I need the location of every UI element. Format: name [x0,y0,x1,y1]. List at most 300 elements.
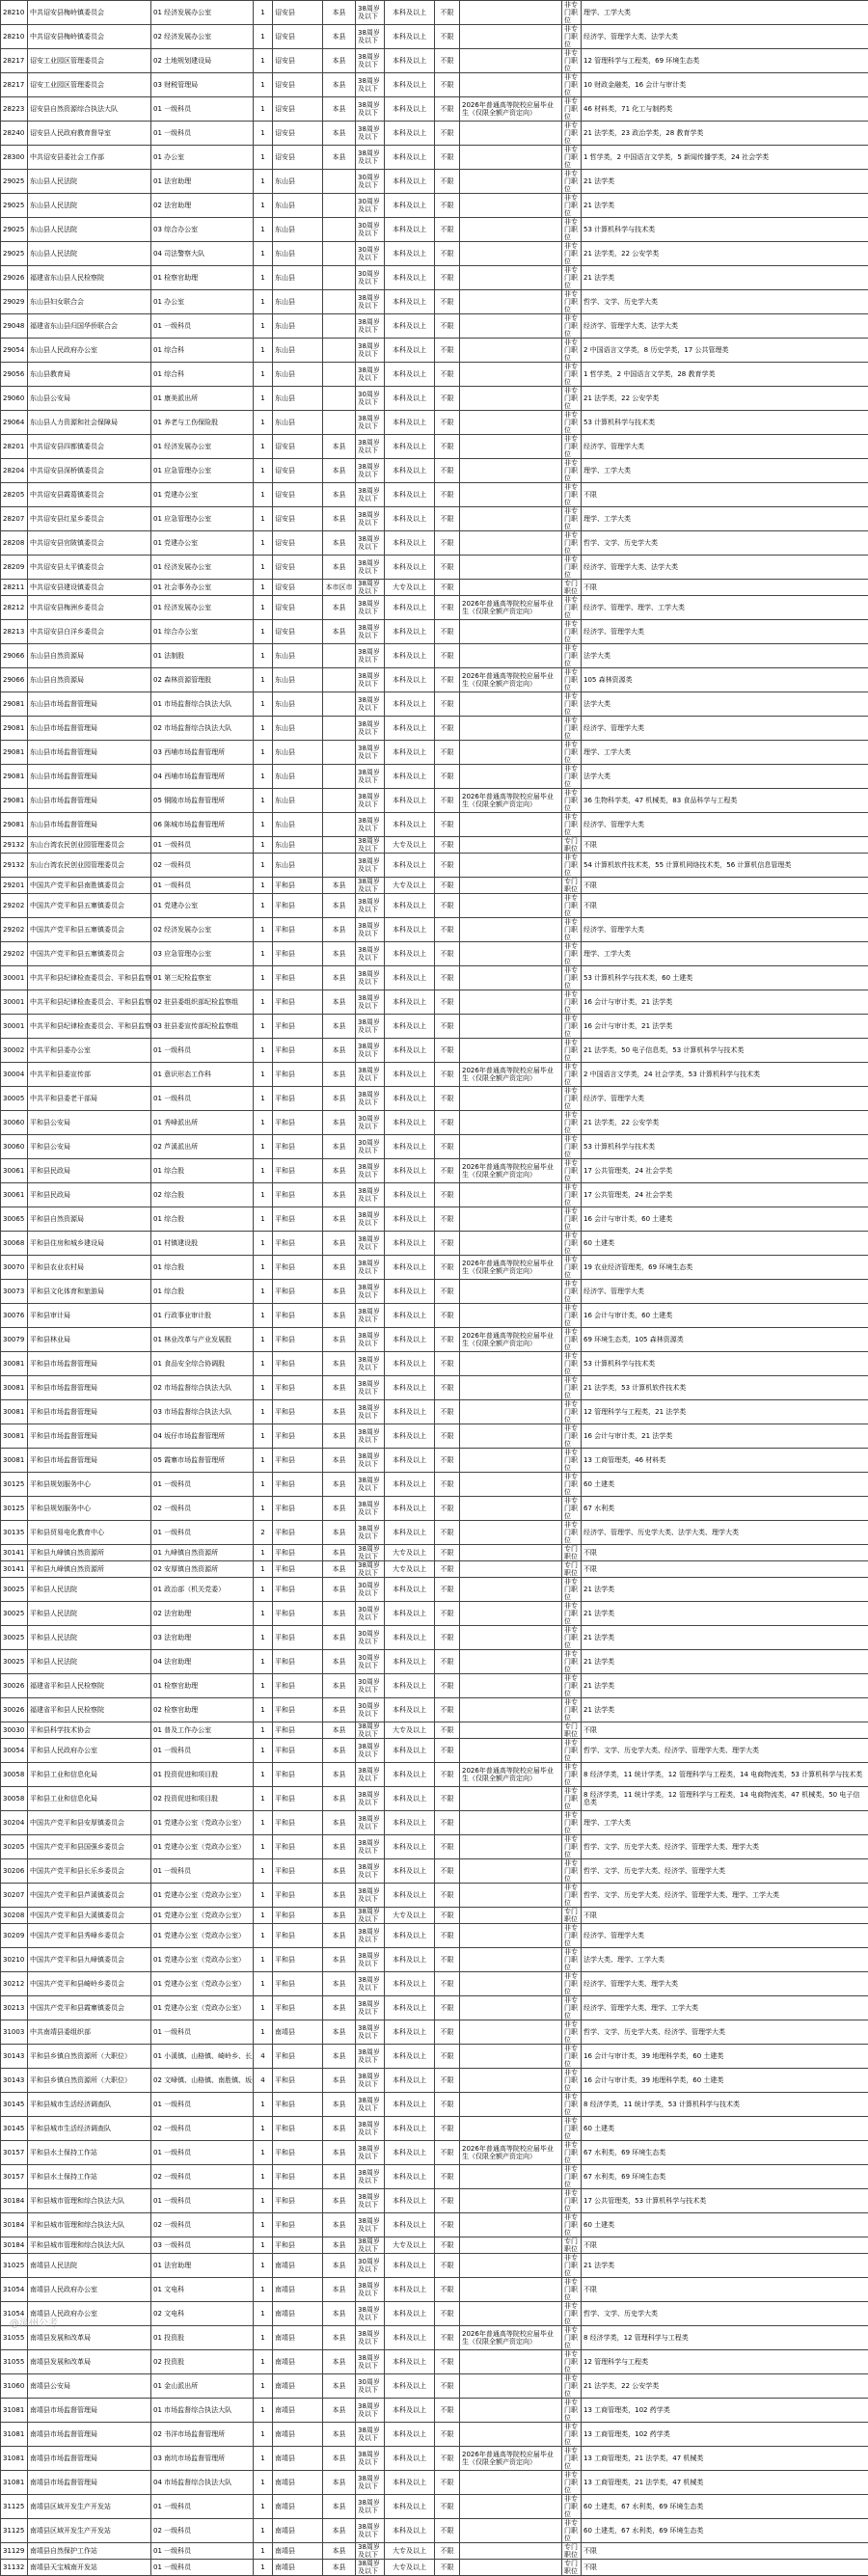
table-cell: 本县 [323,1183,356,1207]
table-cell: 38周岁及以下 [356,1924,385,1948]
table-row [1,580,868,596]
table-cell [460,2374,562,2399]
table-cell: 01 党建办公室（党政办公室） [151,1972,254,1996]
table-cell: 1 [254,2423,273,2447]
table-cell: 1 [254,1561,273,1578]
table-cell [460,2189,562,2213]
table-row [1,314,868,339]
table-cell: 38周岁及以下 [356,644,385,668]
table-cell: 02 芦溪派出所 [151,1135,254,1159]
table-row [1,990,868,1015]
table-cell: 不限 [435,1207,460,1232]
table-cell: 8 经济学类，12 管理科学与工程类 [582,2326,868,2350]
table-cell: 非专门职位 [562,1063,582,1087]
table-cell: 16 会计与审计类，39 地理科学类，60 土建类 [582,2069,868,2093]
table-cell: 本县 [323,1884,356,1908]
table-cell [460,1400,562,1424]
table-cell: 经济学、管理学大类 [582,435,868,459]
table-cell: 平和县 [273,1111,323,1135]
table-cell: 1 [254,2165,273,2189]
table-cell: 30081 [1,1352,28,1376]
table-row [1,942,868,966]
table-row [1,644,868,668]
table-cell: 29029 [1,290,28,314]
table-cell: 30周岁及以下 [356,194,385,218]
table-cell: 非专门职位 [562,2213,582,2237]
table-cell: 10 财政金融类，16 会计与审计类 [582,73,868,97]
table-cell: 30061 [1,1159,28,1183]
table-cell: 02 经济发展办公室 [151,25,254,49]
table-row [1,1473,868,1497]
table-cell [323,387,356,411]
table-cell: 本县 [323,49,356,73]
table-cell: 东山县 [273,692,323,717]
table-cell: 不限 [435,1135,460,1159]
table-cell: 非专门职位 [562,1087,582,1111]
table-cell [460,1545,562,1561]
table-cell: 本科及以上 [385,1207,435,1232]
table-cell: 南靖县 [273,2350,323,2374]
table-cell: 本科及以上 [385,339,435,363]
table-cell: 38周岁及以下 [356,339,385,363]
table-cell: 经济学、管理学大类、法学大类 [582,25,868,49]
table-row [1,1908,868,1924]
table-cell: 平和县市场监督管理局 [28,1449,151,1473]
table-cell: 中共诏安县梅岭镇委员会 [28,1,151,25]
table-cell: 本县 [323,1739,356,1763]
table-cell: 不限 [435,1674,460,1698]
table-cell: 南靖县 [273,2326,323,2350]
table-cell: 非专门职位 [562,531,582,556]
table-cell: 21 法学类，22 公安学类 [582,1111,868,1135]
table-cell: 02 市场监督综合执法大队 [151,1376,254,1400]
table-cell [460,122,562,146]
table-cell: 21 法学类 [582,2254,868,2278]
table-cell: 专门职位 [562,1908,582,1924]
table-row [1,1698,868,1722]
table-cell: 非专门职位 [562,2278,582,2302]
table-cell: 平和县自然资源局 [28,1207,151,1232]
table-row [1,2278,868,2302]
table-cell: 平和县城市管理和综合执法大队 [28,2213,151,2237]
table-cell: 平和县 [273,990,323,1015]
table-cell: 非专门职位 [562,194,582,218]
table-cell: 中共诏安县红星乡委员会 [28,507,151,531]
table-cell: 中共诏安县深桥镇委员会 [28,459,151,483]
table-cell: 02 投资股 [151,2350,254,2374]
table-cell [323,789,356,813]
table-cell [460,1497,562,1521]
table-cell: 不限 [435,242,460,266]
table-cell: 2026年普通高等院校应届毕业生（仅限全额产资定向） [460,2447,562,2471]
table-cell: 不限 [435,1473,460,1497]
table-cell [460,1039,562,1063]
table-cell: 1 [254,1207,273,1232]
table-cell: 30184 [1,2213,28,2237]
table-cell: 30081 [1,1376,28,1400]
table-cell [460,1111,562,1135]
table-cell: 哲学、文学、历史学大类、经济学、管理学大类、理学大类 [582,1739,868,1763]
table-cell: 38周岁及以下 [356,990,385,1015]
table-cell: 01 意识形态工作科 [151,1063,254,1087]
table-cell: 02 一级科员 [151,2117,254,2141]
table-cell [460,194,562,218]
table-cell: 非专门职位 [562,668,582,692]
table-cell: 本科及以上 [385,1256,435,1280]
table-cell: 本县 [323,2471,356,2495]
table-row [1,2117,868,2141]
table-cell: 东山县 [273,387,323,411]
table-cell: 30212 [1,1972,28,1996]
table-cell: 非专门职位 [562,242,582,266]
table-cell: 21 法学类 [582,194,868,218]
table-cell: 南靖县天宝城南开发站 [28,2560,151,2576]
table-cell: 本县 [323,878,356,894]
table-cell: 1 [254,339,273,363]
table-row [1,2543,868,2560]
table-cell [460,580,562,596]
table-row [1,290,868,314]
table-cell: 本县 [323,73,356,97]
table-cell: 38周岁及以下 [356,837,385,854]
table-cell: 17 公共管理类，53 计算机科学与技术类 [582,2189,868,2213]
table-cell: 38周岁及以下 [356,290,385,314]
table-cell [460,2423,562,2447]
table-cell: 1 [254,290,273,314]
table-cell: 38周岁及以下 [356,2045,385,2069]
table-cell: 不限 [435,1304,460,1328]
table-cell: 本县 [323,1972,356,1996]
table-cell: 本科及以上 [385,990,435,1015]
table-cell: 诏安县 [273,531,323,556]
table-cell: 38周岁及以下 [356,1424,385,1449]
table-cell: 本县 [323,2213,356,2237]
table-cell: 东山县 [273,717,323,741]
table-cell: 38周岁及以下 [356,363,385,387]
table-cell: 不限 [582,1561,868,1578]
table-cell: 01 应急管理办公室 [151,507,254,531]
table-cell: 01 一级科员 [151,2020,254,2045]
table-cell: 本县 [323,2543,356,2560]
table-cell [460,1626,562,1650]
table-cell: 16 会计与审计类，60 土建类 [582,1207,868,1232]
table-cell [460,1352,562,1376]
table-cell: 29025 [1,170,28,194]
table-cell: 本县 [323,1859,356,1884]
table-cell: 本科及以上 [385,765,435,789]
table-cell: 01 经济发展办公室 [151,1,254,25]
table-cell: 平和县水土保持工作站 [28,2141,151,2165]
table-cell: 1 [254,692,273,717]
table-cell: 诏安县 [273,97,323,122]
table-cell: 平和县九峰镇自然资源所 [28,1545,151,1561]
table-row [1,2302,868,2326]
table-cell: 非专门职位 [562,1135,582,1159]
table-cell: 非专门职位 [562,1183,582,1207]
table-cell: 38周岁及以下 [356,531,385,556]
table-cell: 经济学、管理学大类 [582,813,868,837]
table-cell: 01 政治部（机关党委） [151,1578,254,1602]
table-row [1,2519,868,2543]
table-row [1,1972,868,1996]
table-cell: 本县 [323,596,356,620]
table-cell: 1 [254,1787,273,1811]
table-cell: 38周岁及以下 [356,2543,385,2560]
table-cell: 东山县自然资源局 [28,668,151,692]
table-row [1,1763,868,1787]
table-cell: 30周岁及以下 [356,1578,385,1602]
table-row [1,2326,868,2350]
table-cell: 38周岁及以下 [356,2471,385,2495]
table-row [1,170,868,194]
table-cell: 本县 [323,1908,356,1924]
table-cell: 不限 [435,1908,460,1924]
table-row [1,2093,868,2117]
table-cell: 29064 [1,411,28,435]
table-cell: 不限 [435,218,460,242]
table-cell: 平和县 [273,894,323,918]
table-cell: 01 一级科员 [151,2093,254,2117]
table-cell: 本县 [323,25,356,49]
table-cell: 06 陈城市场监督管理所 [151,813,254,837]
table-cell [323,170,356,194]
table-cell: 平和县 [273,1626,323,1650]
table-cell: 21 法学类 [582,1578,868,1602]
table-row [1,2560,868,2576]
table-cell: 本科及以上 [385,2423,435,2447]
table-cell: 非专门职位 [562,339,582,363]
table-row [1,1884,868,1908]
table-cell: 非专门职位 [562,1497,582,1521]
table-cell: 1 [254,2237,273,2254]
table-cell: 平和县 [273,1698,323,1722]
table-cell: 本科及以上 [385,1972,435,1996]
table-cell: 不限 [582,483,868,507]
table-cell [323,363,356,387]
table-cell: 21 法学类，22 公安学类 [582,242,868,266]
table-cell: 1 [254,2278,273,2302]
table-cell: 不限 [435,1698,460,1722]
table-cell: 诏安县自然资源综合执法大队 [28,97,151,122]
table-cell: 29081 [1,692,28,717]
table-row [1,1159,868,1183]
table-cell: 1 [254,1280,273,1304]
table-row [1,2213,868,2237]
table-cell: 38周岁及以下 [356,73,385,97]
table-cell: 本科及以上 [385,918,435,942]
table-cell: 38周岁及以下 [356,556,385,580]
table-cell: 非专门职位 [562,2045,582,2069]
table-cell: 本科及以上 [385,2020,435,2045]
table-cell: 平和县 [273,2117,323,2141]
table-cell: 福建省平和县人民检察院 [28,1698,151,1722]
table-cell: 经济学、管理学大类 [582,1924,868,1948]
table-cell: 60 土建类，67 水利类，69 环境生态类 [582,2495,868,2519]
table-cell [460,1015,562,1039]
table-cell: 38周岁及以下 [356,1328,385,1352]
table-cell: 不限 [435,1183,460,1207]
table-cell: 29202 [1,918,28,942]
table-cell: 本县 [323,1400,356,1424]
table-row [1,2399,868,2423]
table-cell: 29081 [1,789,28,813]
table-row [1,1602,868,1626]
table-cell: 02 市场监督综合执法大队 [151,717,254,741]
table-cell: 30145 [1,2117,28,2141]
table-cell: 非专门职位 [562,266,582,290]
table-cell: 30周岁及以下 [356,1650,385,1674]
table-cell: 不限 [435,2399,460,2423]
table-cell: 不限 [435,942,460,966]
table-cell: 平和县 [273,2237,323,2254]
table-cell: 1 [254,1497,273,1521]
table-cell: 本科及以上 [385,1859,435,1884]
table-cell: 30001 [1,966,28,990]
table-cell: 专门职位 [562,2543,582,2560]
table-cell [460,411,562,435]
table-cell [460,2069,562,2093]
table-cell: 38周岁及以下 [356,2237,385,2254]
table-cell: 38周岁及以下 [356,2519,385,2543]
table-cell: 非专门职位 [562,1674,582,1698]
table-cell: 29066 [1,668,28,692]
table-cell: 38周岁及以下 [356,1908,385,1924]
table-cell: 46 材料类，71 化工与制药类 [582,97,868,122]
table-cell: 01 综合股 [151,1159,254,1183]
table-cell: 38周岁及以下 [356,2117,385,2141]
table-cell: 非专门职位 [562,2423,582,2447]
table-row [1,1739,868,1763]
table-cell: 01 综合科 [151,339,254,363]
table-cell: 非专门职位 [562,1626,582,1650]
table-cell: 非专门职位 [562,363,582,387]
table-cell: 平和县 [273,1787,323,1811]
table-cell [323,194,356,218]
table-cell: 1 [254,1722,273,1739]
table-cell: 非专门职位 [562,1835,582,1859]
table-cell: 30081 [1,1424,28,1449]
table-cell: 中国共产党平和县九峰镇委员会 [28,1948,151,1972]
table-cell: 不限 [435,25,460,49]
table-cell [460,170,562,194]
table-cell [323,813,356,837]
table-row [1,507,868,531]
table-cell: 38周岁及以下 [356,1449,385,1473]
table-cell: 中共诏安县梅洲乡委员会 [28,596,151,620]
table-cell: 大专及以上 [385,1545,435,1561]
table-cell: 54 计算机软件技术类，55 计算机网络技术类，56 计算机信息管理类 [582,854,868,878]
table-cell: 中国共产党平和县芦溪镇委员会 [28,1884,151,1908]
table-cell: 本县 [323,2117,356,2141]
table-cell: 38周岁及以下 [356,1521,385,1545]
table-cell: 本县 [323,1207,356,1232]
table-cell [460,1521,562,1545]
table-cell: 不限 [435,2543,460,2560]
table-cell: 1 [254,387,273,411]
table-cell [460,1948,562,1972]
table-cell: 平和县 [273,878,323,894]
table-cell: 30周岁及以下 [356,242,385,266]
table-cell: 专门职位 [562,1561,582,1578]
table-cell: 诏安县 [273,483,323,507]
table-cell: 平和县九峰镇自然资源所 [28,1561,151,1578]
table-cell: 平和县城市管理和综合执法大队 [28,2189,151,2213]
table-cell: 01 市场监督综合执法大队 [151,692,254,717]
watermark: @漳州公考 [10,2315,58,2329]
table-cell: 1 [254,531,273,556]
table-cell: 不限 [435,894,460,918]
table-cell: 1 [254,97,273,122]
table-cell: 30157 [1,2141,28,2165]
table-cell: 南靖县 [273,2519,323,2543]
table-row [1,1039,868,1063]
table-cell: 非专门职位 [562,122,582,146]
table-cell: 69 环境生态类，105 森林资源类 [582,1328,868,1352]
table-cell [460,1835,562,1859]
table-cell: 02 综合股 [151,1183,254,1207]
table-cell: 非专门职位 [562,918,582,942]
table-cell: 本科及以上 [385,1,435,25]
table-cell [460,918,562,942]
table-cell: 不限 [435,1602,460,1626]
table-cell: 本科及以上 [385,644,435,668]
table-cell: 经济学、管理学大类 [582,918,868,942]
table-cell: 平和县 [273,1545,323,1561]
table-cell: 本县 [323,1561,356,1578]
table-cell: 不限 [435,644,460,668]
table-row [1,2471,868,2495]
table-cell: 经济学、管理学大类、法学大类 [582,314,868,339]
table-cell: 不限 [435,2519,460,2543]
table-cell: 38周岁及以下 [356,1207,385,1232]
table-cell: 2026年普通高等院校应届毕业生（仅限全额产资定向） [460,2141,562,2165]
table-cell: 本科及以上 [385,483,435,507]
table-cell: 38周岁及以下 [356,1232,385,1256]
table-cell: 平和县公安局 [28,1111,151,1135]
table-cell: 本县 [323,1545,356,1561]
table-cell [323,837,356,854]
table-cell: 南靖县发展和改革局 [28,2350,151,2374]
table-cell: 平和县 [273,2189,323,2213]
table-row [1,1545,868,1561]
table-cell: 福建省东山县归国华侨联合会 [28,314,151,339]
table-cell: 1 [254,1183,273,1207]
table-cell: 本县 [323,2326,356,2350]
table-cell: 30184 [1,2237,28,2254]
table-cell: 不限 [435,2045,460,2069]
table-cell: 31054 [1,2302,28,2326]
table-cell: 东山县 [273,290,323,314]
table-cell: 38周岁及以下 [356,580,385,596]
table-cell: 03 财税管理局 [151,73,254,97]
table-cell: 平和县市场监督管理局 [28,1400,151,1424]
table-cell: 4 [254,2045,273,2069]
table-cell: 南靖县 [273,2020,323,2045]
table-cell: 中共诏安县太平镇委员会 [28,556,151,580]
table-cell: 本科及以上 [385,2213,435,2237]
table-cell: 不限 [435,290,460,314]
table-row [1,854,868,878]
table-cell: 29025 [1,242,28,266]
table-cell: 21 法学类 [582,1602,868,1626]
table-cell: 1 [254,2189,273,2213]
table-cell: 平和县工业和信息化局 [28,1787,151,1811]
table-cell: 不限 [435,2423,460,2447]
table-cell: 大专及以上 [385,580,435,596]
table-cell: 38周岁及以下 [356,1884,385,1908]
table-cell: 16 会计与审计类，60 土建类 [582,1304,868,1328]
table-cell: 中共诏安县霞葛镇委员会 [28,483,151,507]
